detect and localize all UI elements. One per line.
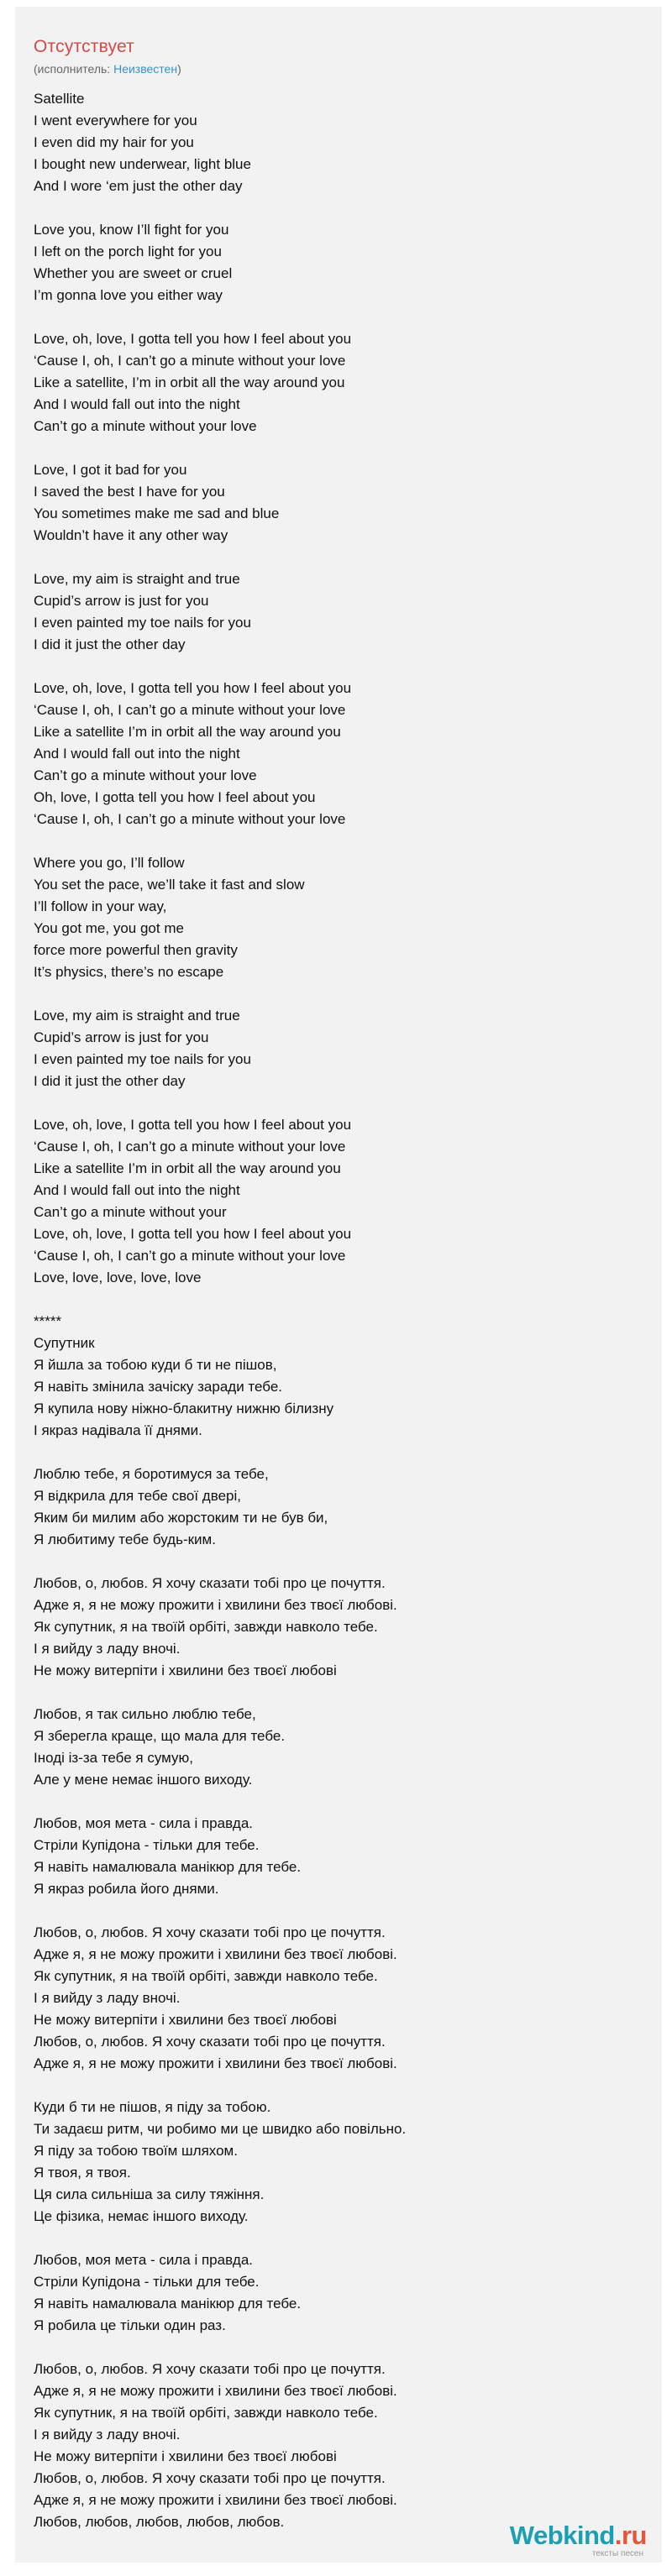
lyrics-line: And I wore ‘em just the other day [34,178,243,194]
logo-wordmark [510,2522,647,2549]
lyrics-line: Where you go, I’ll follow [34,855,185,871]
lyrics-line: Любов, о, любов. Я хочу сказати тобі про це почуття. [34,1575,386,1591]
lyrics-line: I even painted my toe nails for you [34,615,251,631]
lyrics-stanza [34,1573,647,1682]
lyrics-line: Love, oh, love, I gotta tell you how I feel about you [34,331,352,347]
lyrics-stanza [34,1813,647,1900]
lyrics-line: I even painted my toe nails for you [34,1051,251,1067]
lyrics-line: Ця сила сильніша за силу тяжіння. [34,2186,265,2202]
lyrics-line: I did it just the other day [34,636,186,652]
lyrics-line: Це фізика, немає іншого виходу. [34,2208,249,2224]
lyrics-line: Like a satellite I’m in orbit all the way around you [34,1160,341,1176]
lyrics-line: Як супутник, я на твоїй орбіті, завжди навколо тебе. [34,1968,378,1984]
lyrics-line: Love, love, love, love, love [34,1270,202,1285]
lyrics-line: Адже я, я не можу прожити і хвилини без твоєї любові. [34,2055,397,2071]
lyrics-line: Я зберегла краще, що мала для тебе. [34,1728,286,1744]
lyrics-line: Любов, моя мета - сила і правда. [34,2252,254,2268]
lyrics-line: Я піду за тобою твоїм шляхом. [34,2143,238,2159]
lyrics-line: Любов, о, любов. Я хочу сказати тобі про це почуття. [34,2470,386,2486]
lyrics-line: And I would fall out into the night [34,746,240,762]
lyrics-line: Я любитиму тебе будь-ким. [34,1531,216,1547]
lyrics-line: Whether you are sweet or cruel [34,265,233,281]
lyrics-line: ‘Cause I, oh, I can’t go a minute without your love [34,811,346,827]
lyrics-line: Як супутник, я на твоїй орбіті, завжди навколо тебе. [34,1619,378,1635]
lyrics-stanza [34,1311,647,1442]
lyrics-line: Яким би милим або жорстоким ти не був би, [34,1510,328,1526]
lyrics-line: I saved the best I have for you [34,484,225,500]
lyrics-line: I bought new underwear, light blue [34,156,251,172]
lyrics-line: Я робила це тільки один раз. [34,2317,226,2333]
lyrics-stanza [34,1704,647,1791]
lyrics-line: Love, oh, love, I gotta tell you how I feel about you [34,680,352,696]
artist-line [34,62,181,76]
lyrics-line: Адже я, я не можу прожити і хвилини без твоєї любові. [34,2383,397,2399]
site-logo[interactable] [510,2522,647,2558]
lyrics-stanza [34,328,647,437]
lyrics-line: Can’t go a minute without your [34,1204,227,1220]
lyrics-line: Я купила нову ніжно-блакитну нижню білизну [34,1401,334,1416]
lyrics-line: Love, oh, love, I gotta tell you how I feel about you [34,1226,352,1242]
lyrics-line: Cupid’s arrow is just for you [34,1029,209,1045]
lyrics-stanza [34,1114,647,1289]
lyrics-stanza [34,1922,647,2075]
artist-link[interactable]: Неизвестен [113,62,178,76]
lyrics-stanza [34,678,647,830]
song-title: Отсутствует [34,37,134,56]
lyrics-line: Satellite [34,91,85,107]
artist-prefix: (исполнитель: [34,62,114,76]
lyrics-line: Любов, о, любов. Я хочу сказати тобі про це почуття. [34,2361,386,2377]
lyrics-line: Не можу витерпіти і хвилини без твоєї любові [34,1662,337,1678]
lyrics-line: Люблю тебе, я боротимуся за тебе, [34,1466,269,1482]
lyrics-stanza [34,459,647,547]
lyrics-line: Любов, я так сильно люблю тебе, [34,1706,256,1722]
lyrics-line: And I would fall out into the night [34,1182,240,1198]
lyrics-line: Я твоя, я твоя. [34,2165,131,2181]
lyrics-line: Я відкрила для тебе свої двері, [34,1488,241,1504]
lyrics-line: ‘Cause I, oh, I can’t go a minute without your love [34,702,346,718]
lyrics-line: Love, oh, love, I gotta tell you how I feel about you [34,1117,352,1133]
logo-subtitle: тексты песен [591,2549,643,2558]
lyrics-line: Любов, о, любов. Я хочу сказати тобі про це почуття. [34,1924,386,1940]
lyrics-stanza [34,2097,647,2228]
lyrics-line: And I would fall out into the night [34,396,240,412]
lyrics-line: Love, my aim is straight and true [34,571,240,587]
lyrics-line: It’s physics, there’s no escape [34,964,224,980]
lyrics-line: Супутник [34,1335,95,1351]
lyrics-line: You got me, you got me [34,920,184,936]
lyrics-line: I even did my hair for you [34,134,194,150]
lyrics-stanza [34,1005,647,1092]
lyrics-line: Can’t go a minute without your love [34,767,257,783]
lyrics-line: Куди б ти не пішов, я піду за тобою. [34,2099,271,2115]
lyrics-line: Love you, know I’ll fight for you [34,222,229,238]
lyrics-line: Oh, love, I gotta tell you how I feel about you [34,789,316,805]
lyrics-line: Я навіть намалювала манікюр для тебе. [34,1859,302,1875]
lyrics-line: Like a satellite, I’m in orbit all the way around you [34,374,345,390]
lyrics-line: ***** [34,1313,62,1329]
lyrics-line: You set the pace, we’ll take it fast and slow [34,877,305,893]
lyrics-stanza [34,568,647,656]
lyrics-line: Я якраз робила його днями. [34,1881,219,1897]
lyrics-stanza [34,852,647,983]
lyrics-line: І я вийду з ладу вночі. [34,2427,181,2442]
lyrics-stanza [34,1463,647,1551]
lyrics-line: Wouldn’t have it any other way [34,527,228,543]
lyrics-line: Адже я, я не можу прожити і хвилини без твоєї любові. [34,2492,397,2508]
lyrics-line: Love, my aim is straight and true [34,1008,240,1024]
lyrics-text [34,88,647,2555]
lyrics-line: Але у мене немає іншого виходу. [34,1772,253,1788]
lyrics-line: Любов, о, любов. Я хочу сказати тобі про це почуття. [34,2034,386,2050]
lyrics-line: Не можу витерпіти і хвилини без твоєї любові [34,2448,337,2464]
lyrics-line: Love, I got it bad for you [34,462,187,478]
lyrics-line: ‘Cause I, oh, I can’t go a minute without your love [34,1248,346,1264]
lyrics-line: ‘Cause I, oh, I can’t go a minute without your love [34,353,346,369]
lyrics-line: Адже я, я не можу прожити і хвилини без твоєї любові. [34,1597,397,1613]
lyrics-stanza [34,88,647,197]
lyrics-line: І я вийду з ладу вночі. [34,1990,181,2006]
lyrics-line: Любов, моя мета - сила і правда. [34,1815,254,1831]
lyrics-line: Ти задаєш ритм, чи робимо ми це швидко або повільно. [34,2121,407,2137]
lyrics-line: force more powerful then gravity [34,942,238,958]
lyrics-line: І якраз надівала її днями. [34,1422,202,1438]
lyrics-line: Не можу витерпіти і хвилини без твоєї любові [34,2012,337,2028]
lyrics-stanza [34,2359,647,2533]
lyrics-line: I’m gonna love you either way [34,287,223,303]
lyrics-line: I’ll follow in your way, [34,898,167,914]
lyrics-line: Як супутник, я на твоїй орбіті, завжди навколо тебе. [34,2405,378,2421]
lyrics-line: I went everywhere for you [34,113,197,128]
lyrics-line: Любов, любов, любов, любов, любов. [34,2514,285,2530]
lyrics-line: Я йшла за тобою куди б ти не пішов, [34,1357,277,1373]
lyrics-stanza [34,219,647,306]
lyrics-line: Адже я, я не можу прожити і хвилини без твоєї любові. [34,1946,397,1962]
logo-name: Webkind [509,2521,615,2550]
lyrics-line: ‘Cause I, oh, I can’t go a minute without your love [34,1139,346,1154]
lyrics-line: Cupid’s arrow is just for you [34,593,209,609]
lyrics-line: Я навіть намалювала манікюр для тебе. [34,2296,302,2312]
lyrics-line: Іноді із-за тебе я сумую, [34,1750,193,1766]
lyrics-line: I left on the porch light for you [34,243,222,259]
logo-domain: .ru [614,2521,647,2550]
lyrics-line: You sometimes make me sad and blue [34,505,280,521]
lyrics-line: Like a satellite I’m in orbit all the way around you [34,724,341,740]
lyrics-line: Can’t go a minute without your love [34,418,257,434]
lyrics-line: Стріли Купідона - тільки для тебе. [34,2274,260,2290]
artist-suffix: ) [177,62,181,76]
lyrics-line: I did it just the other day [34,1073,186,1089]
lyrics-line: Я навіть змінила зачіску заради тебе. [34,1379,282,1395]
lyrics-line: І я вийду з ладу вночі. [34,1641,181,1657]
lyrics-line: Стріли Купідона - тільки для тебе. [34,1837,260,1853]
lyrics-stanza [34,2249,647,2337]
